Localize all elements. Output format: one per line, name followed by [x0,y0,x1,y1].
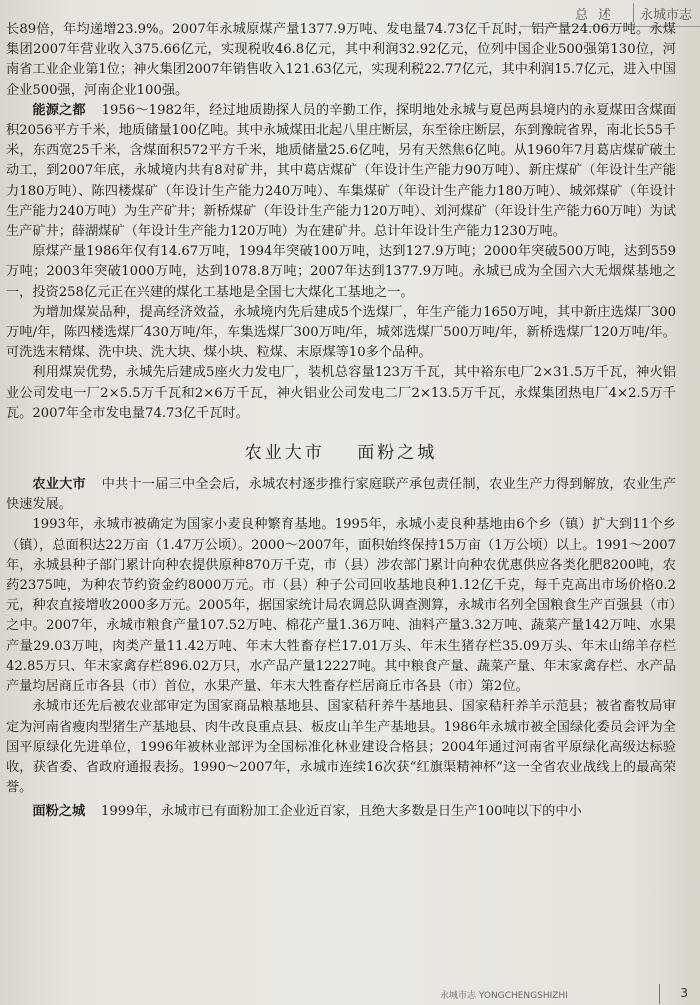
paragraph-flour [6,802,676,822]
paragraph-agriculture [6,475,676,515]
paragraph: 原煤产量1986年仅有14.67万吨，1994年突破100万吨，达到127.9万吨；2000年突破500万吨，达到559万吨；2003年突破1000万吨，达到1078.8万吨；2007年达到1377.9万吨。永城已成为全国六大无烟煤基地之一，投资258亿元正在兴建的煤化工基地是全国七大煤化工基地之一。 [6,244,676,300]
chapter-title-right: 面粉之城 [357,443,438,464]
section-lead-flour: 面粉之城 [32,804,86,820]
paragraph-text: 1956～1982年，经过地质勘探人员的辛勤工作，探明地处永城与夏邑两县境内的永夏煤田含煤面积2056平方千米，地质储量100亿吨。其中永城煤田北起八里庄断层，东至徐庄断层，东到豫皖省界，南北长55千米，东西宽25千米，含煤面积572平方千米，地质储量25.6亿吨，另有天然焦6亿吨。从1960年7月葛店煤矿破土动工，到2007年底，永城境内共有8对矿井，其中葛店煤矿（年设计生产能力90万吨）、新庄煤矿（年设计生产能力180万吨）、陈四楼煤矿（年设计生产能力240万吨）、车集煤矿（年设计生产能力180万吨）、城郊煤矿（年设计生产能力240万吨）为生产矿井；新桥煤矿（年设计生产能力120万吨）、刘河煤矿（年设计生产能力60万吨）为试生产矿井；薛湖煤矿（年设计生产能力120万吨）为在建矿井。总计年设计生产能力1230万吨。 [6,102,677,240]
page-number: 3 [680,986,688,1000]
footer-book-pinyin: 永城市志 YONGCHENGSHIZHI [440,991,568,1001]
page-footer [440,988,700,1005]
paragraph: 长89倍，年均递增23.9%。2007年永城原煤产量1377.9万吨、发电量74.73亿千瓦时，铝产量24.06万吨。永煤集团2007年营业收入375.66亿元，实现税收46.8亿元，其中利润32.92亿元，位列中国企业500强第130位，河南省工业企业第1位；神火集团2007年销售收入121.63亿元，实现利税22.77亿元，其中利润15.7亿元，进入中国企业500强，河南企业100强。 [6,22,676,98]
section-lead-agriculture: 农业大市 [32,477,86,493]
paragraph: 利用煤炭优势，永城先后建成5座火力发电厂，装机总容量123万千瓦，其中裕东电厂2×31.5万千瓦，神火铝业公司发电一厂2×5.5万千瓦和2×6万千瓦，神火铝业公司发电二厂2×13.5万千瓦，永煤集团热电厂4×2.5万千瓦。2007年全市发电量74.73亿千瓦时。 [6,365,676,421]
paragraph-text: 中共十一届三中全会后，永城农村逐步推行家庭联产承包责任制，农业生产力得到解放，农业生产快速发展。 [6,477,677,513]
footer-divider [659,984,660,1004]
chapter-title [6,438,676,463]
chapter-title-left: 农业大市 [244,443,325,464]
page-body [6,0,676,823]
paragraph: 为增加煤炭品种，提高经济效益，永城境内先后建成5个选煤厂，年生产能力1650万吨，其中新庄选煤厂300万吨/年，陈四楼选煤厂430万吨/年，车集选煤厂300万吨/年，城郊选煤厂500万吨/年，新桥选煤厂120万吨/年。可洗选末精煤、洗中块、洗大块、煤小块、粒煤、末原煤等10多个品种。 [6,304,676,361]
paragraph: 永城市还先后被农业部审定为国家商品粮基地县、国家秸秆养牛基地县、国家秸秆养羊示范县；被省畜牧局审定为河南省瘦肉型猪生产基地县、肉牛改良重点县、板皮山羊生产基地县。1986年永城市被全国绿化委员会评为全国平原绿化先进单位，1996年被林业部评为全国标准化林业建设合格县；2004年通过河南省平原绿化高级达标验收，获省委、省政府通报表扬。1990～2007年，永城市连续16次获“红旗渠精神杯”这一全省农业战线上的最高荣誉。 [6,699,676,796]
header-book-title: 永城市志 [639,7,692,23]
paragraph: 1993年，永城市被确定为国家小麦良种繁育基地。1995年，永城小麦良种基地由6个乡（镇）扩大到11个乡（镇），总面积达22万亩（1.47万公顷）。2000～2007年，面积始终保持15万亩（1万公顷）以上。1991～2007年，永城县种子部门累计向种农提供原种870万千克，市（县）涉农部门累计向种农优惠供应各类化肥8200吨，农药2375吨，为种农节约资金约8000万元。市（县）种子公司回收基地良种1.12亿千克，每千克高出市场价格0.2元，种农直接增收2000多万元。2005年，据国家统计局农调总队调查测算，永城市名列全国粮食生产百强县（市）之中。2007年，永城市粮食产量107.52万吨、棉花产量1.36万吨、油料产量3.32万吨、蔬菜产量142万吨、水果产量29.03万吨，肉类产量11.42万吨、年末大牲畜存栏17.01万头、年末生猪存栏35.09万头、年末山绵羊存栏42.85万只、年末家禽存栏896.02万只，水产品产量12227吨。其中粮食产量、蔬菜产量、年末家禽存栏、水产品产量均居商丘市各县（市）首位，水果产量、年末大牲畜存栏居商丘市各县（市）第2位。 [6,517,676,695]
paragraph-energy [6,101,676,242]
paragraph-text: 1999年，永城市已有面粉加工企业近百家，且绝大多数是日生产100吨以下的中小 [100,804,582,820]
header-section: 总述 [574,7,621,23]
section-lead-energy: 能源之都 [32,102,86,118]
